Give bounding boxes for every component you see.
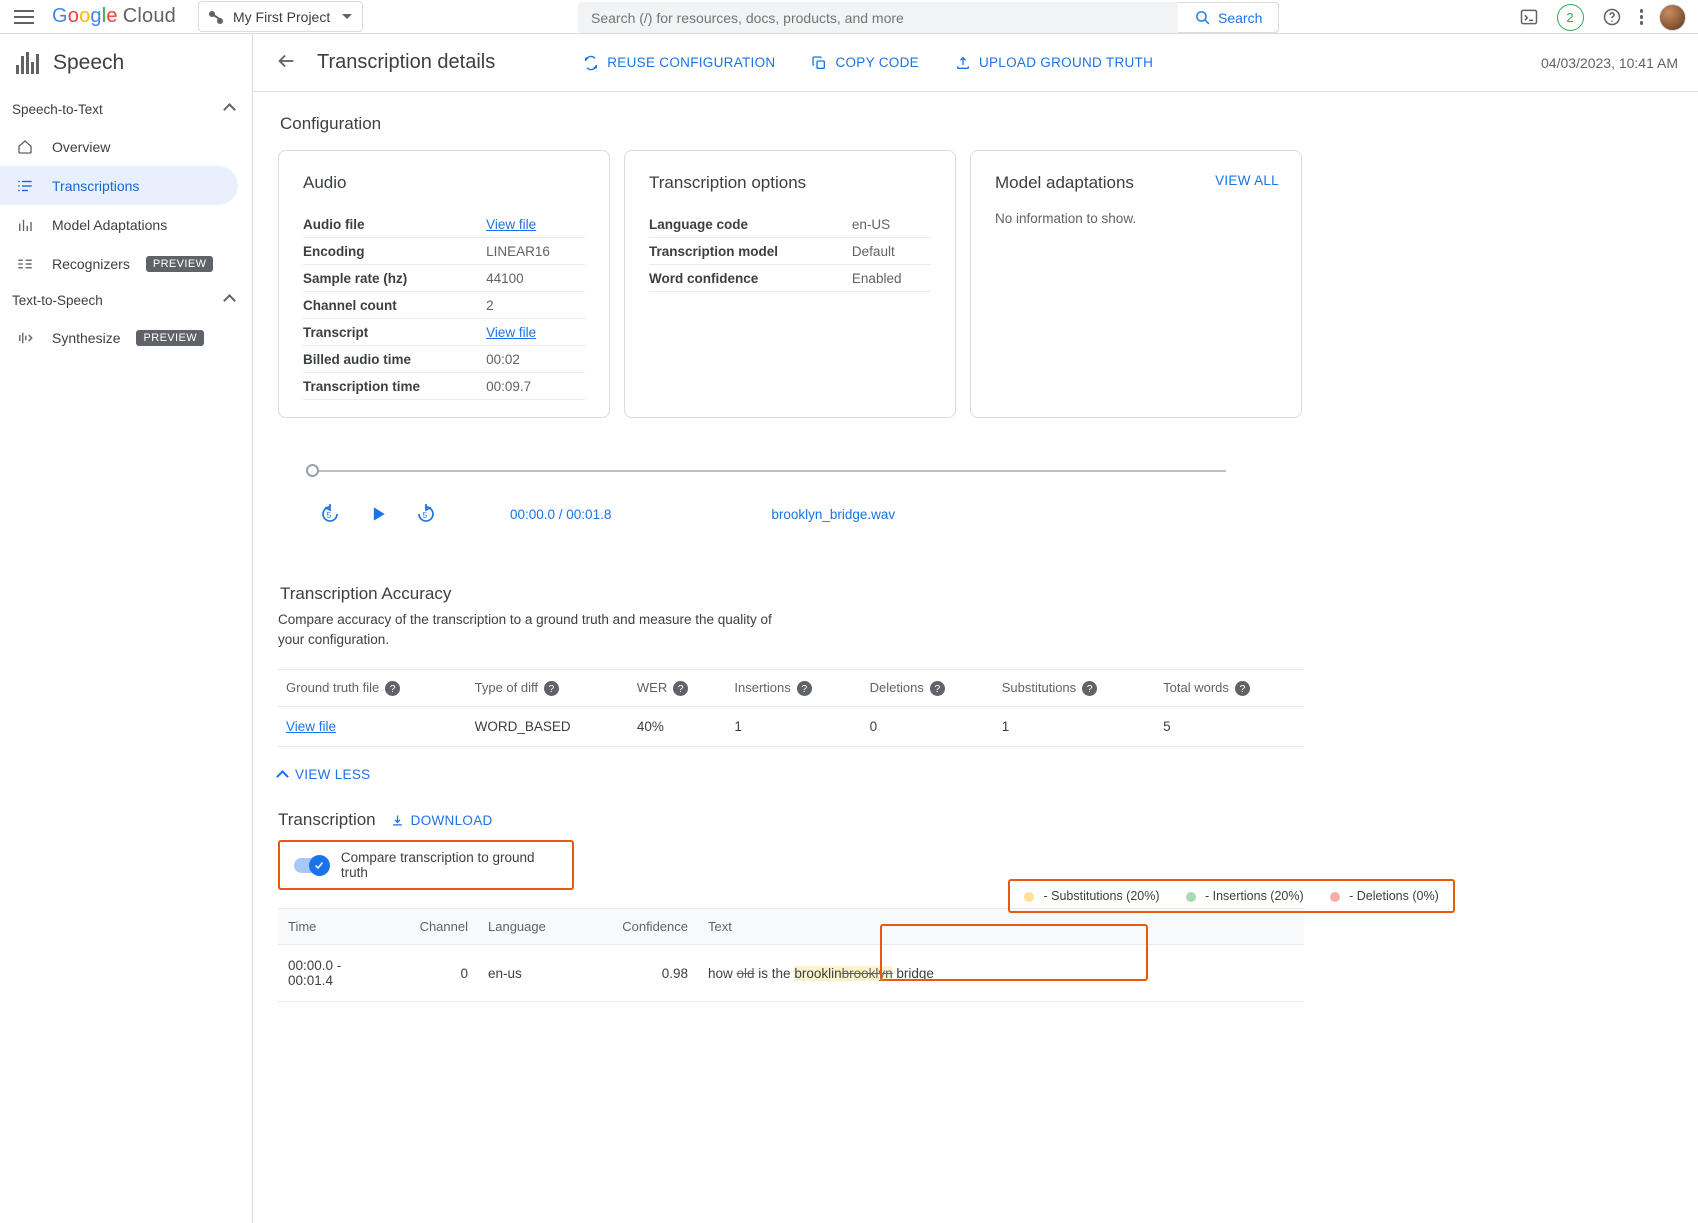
top-bar [0, 0, 1698, 34]
cell-type-of-diff: WORD_BASED [467, 707, 629, 747]
product-title-label: Speech [53, 51, 125, 74]
speech-wave-icon [16, 52, 39, 74]
configuration-cards [278, 150, 1668, 418]
transcription-options-table [649, 211, 931, 292]
table-row [303, 238, 585, 265]
player-time: 00:00.0 / 00:01.8 [510, 506, 612, 522]
transcription-options-card [624, 150, 956, 418]
player-filename[interactable]: brooklyn_bridge.wav [771, 506, 896, 522]
download-icon [390, 813, 405, 828]
table-header-row [278, 670, 1304, 707]
col-total-words: Total words ? [1155, 670, 1304, 707]
audio-card [278, 150, 610, 418]
cell-time: 00:00.0 - 00:01.4 [278, 945, 398, 1002]
sidebar-item-label: Model Adaptations [52, 216, 168, 233]
row-value: LINEAR16 [474, 238, 585, 265]
col-channel: Channel [398, 909, 478, 945]
progress-line [306, 470, 1226, 472]
audio-properties-table [303, 211, 585, 400]
sidebar-item-label: Synthesize [52, 329, 121, 346]
configuration-section-title: Configuration [280, 114, 382, 133]
col-substitutions: Substitutions ? [994, 670, 1155, 707]
legend-color-deletions [1330, 892, 1340, 902]
replay-5-icon[interactable] [306, 494, 354, 534]
svg-text:5: 5 [422, 510, 428, 520]
text-part-substitution: brooklyn [841, 965, 893, 981]
reuse-icon [583, 55, 599, 71]
row-value: 2 [474, 292, 585, 319]
svg-text:5: 5 [326, 510, 332, 520]
table-row [303, 373, 585, 400]
row-value [474, 319, 585, 346]
cell-total-words: 5 [1155, 707, 1304, 747]
sidebar [0, 34, 253, 1223]
row-key: Sample rate (hz) [303, 265, 474, 292]
cell-wer: 40% [629, 707, 727, 747]
cell-channel: 0 [398, 945, 478, 1002]
col-confidence: Confidence [588, 909, 698, 945]
download-button[interactable] [390, 813, 493, 828]
table-row [303, 211, 585, 238]
cell-ground-truth-file [278, 707, 467, 747]
more-options-icon[interactable] [1640, 9, 1644, 25]
cloud-shell-icon[interactable] [1517, 5, 1541, 29]
content-area [253, 92, 1698, 1002]
text-part-plain: bridge [892, 965, 934, 981]
avatar[interactable] [1659, 4, 1686, 31]
sidebar-section-label: Speech-to-Text [12, 102, 103, 117]
help-icon[interactable]: ? [797, 681, 812, 696]
toggle-knob [309, 855, 330, 876]
synthesize-icon [14, 327, 36, 349]
row-value: 00:02 [474, 346, 585, 373]
transcript-view-link[interactable]: View file [486, 324, 537, 340]
copy-icon [811, 55, 827, 71]
table-row [303, 319, 585, 346]
search-button[interactable] [1178, 2, 1279, 33]
preview-badge: PREVIEW [146, 256, 214, 272]
transcription-accuracy-section [278, 584, 1668, 782]
accuracy-table [278, 669, 1304, 747]
help-icon[interactable]: ? [930, 681, 945, 696]
notification-count: 2 [1566, 9, 1574, 25]
download-label: DOWNLOAD [410, 812, 493, 828]
legend-substitutions: - Substitutions (20%) [1024, 889, 1160, 903]
help-icon[interactable]: ? [544, 681, 559, 696]
play-button[interactable] [354, 494, 402, 534]
table-row [278, 945, 1304, 1002]
row-value: 44100 [474, 265, 585, 292]
chevron-up-icon [276, 770, 289, 783]
model-adaptations-empty-text: No information to show. [995, 211, 1137, 226]
reuse-configuration-button[interactable] [575, 55, 783, 71]
audio-card-title: Audio [303, 173, 347, 192]
chevron-up-icon [223, 294, 236, 307]
notification-badge[interactable] [1557, 4, 1584, 31]
table-row [303, 265, 585, 292]
row-value: Default [840, 238, 931, 265]
search-input[interactable] [578, 2, 1178, 33]
row-value: en-US [840, 211, 931, 238]
row-key: Audio file [303, 211, 474, 238]
sidebar-item-model-adaptations[interactable] [0, 205, 252, 244]
help-icon[interactable]: ? [385, 681, 400, 696]
sidebar-item-transcriptions[interactable] [0, 166, 238, 205]
table-row [303, 346, 585, 373]
progress-knob[interactable] [306, 464, 319, 477]
project-picker[interactable] [198, 1, 363, 32]
text-part-plain: is the [754, 965, 795, 981]
transcription-header [278, 810, 1668, 830]
table-header-row [278, 909, 1304, 945]
copy-code-label: COPY CODE [835, 55, 919, 70]
recognizer-icon [14, 253, 36, 275]
sidebar-item-label: Transcriptions [52, 177, 140, 194]
audio-player [278, 464, 1668, 534]
player-controls [306, 494, 1668, 534]
upload-ground-truth-label: UPLOAD GROUND TRUTH [978, 55, 1154, 70]
col-time: Time [278, 909, 398, 945]
timestamp: 04/03/2023, 10:41 AM [1541, 54, 1678, 71]
project-icon [209, 9, 225, 25]
upload-ground-truth-button[interactable] [947, 55, 1161, 71]
view-less-button[interactable] [278, 767, 1668, 782]
table-row [278, 707, 1304, 747]
transcription-section [278, 810, 1668, 1002]
model-adaptations-title: Model adaptations [995, 173, 1134, 192]
search-icon [1194, 9, 1211, 26]
legend-deletions: - Deletions (0%) [1330, 889, 1439, 903]
model-adaptations-card [970, 150, 1302, 418]
row-value: 00:09.7 [474, 373, 585, 400]
compare-toggle-label: Compare transcription to ground truth [340, 850, 535, 881]
ground-truth-view-link[interactable]: View file [286, 719, 337, 735]
accuracy-description: Compare accuracy of the transcription to a ground truth and measure the quality of your configuration. [278, 612, 772, 647]
row-key: Encoding [303, 238, 474, 265]
cell-confidence: 0.98 [588, 945, 698, 1002]
menu-icon[interactable] [14, 4, 40, 30]
search-button-label: Search [1218, 9, 1263, 26]
text-part-plain: how [708, 965, 737, 981]
transcription-title: Transcription [278, 810, 376, 830]
player-progress-track[interactable] [306, 464, 1226, 478]
row-key: Language code [649, 211, 840, 238]
chevron-down-icon [342, 14, 352, 19]
sidebar-item-recognizers[interactable] [0, 244, 252, 283]
preview-badge: PREVIEW [136, 330, 204, 346]
transcript-icon [14, 175, 36, 197]
legend-color-insertions [1186, 892, 1196, 902]
top-right-actions [1517, 0, 1687, 34]
google-cloud-logo[interactable]: Google Cloud [52, 5, 176, 27]
copy-code-button[interactable] [803, 55, 926, 71]
col-text: Text [698, 909, 1304, 945]
col-type-of-diff: Type of diff ? [467, 670, 629, 707]
legend-color-substitutions [1024, 892, 1034, 902]
table-row [649, 238, 931, 265]
row-key: Word confidence [649, 265, 840, 292]
back-arrow-icon[interactable] [275, 50, 297, 76]
product-title [0, 34, 252, 92]
project-name: My First Project [233, 8, 331, 25]
table-row [649, 265, 931, 292]
text-part-deletion: old [736, 965, 755, 981]
transcription-options-title: Transcription options [649, 173, 807, 192]
forward-5-icon[interactable] [402, 494, 450, 534]
help-icon[interactable] [1600, 5, 1624, 29]
help-icon[interactable]: ? [1235, 681, 1250, 696]
legend-insertions: - Insertions (20%) [1186, 889, 1304, 903]
page-title: Transcription details [317, 51, 496, 73]
logo-cloud-text: Cloud [122, 5, 176, 27]
col-wer: WER ? [629, 670, 727, 707]
cell-insertions: 1 [726, 707, 861, 747]
cell-text [698, 945, 1304, 1002]
row-key: Transcription model [649, 238, 840, 265]
upload-icon [955, 55, 971, 71]
row-key: Billed audio time [303, 346, 474, 373]
text-part-insertion: brooklin [794, 965, 842, 981]
accuracy-title: Transcription Accuracy [280, 584, 452, 603]
row-key: Transcription time [303, 373, 474, 400]
sidebar-item-label: Recognizers [52, 255, 130, 272]
transcription-table [278, 908, 1304, 1002]
view-all-button[interactable]: VIEW ALL [1215, 173, 1279, 188]
diff-legend [1008, 879, 1455, 913]
help-icon[interactable]: ? [673, 681, 688, 696]
table-row [303, 292, 585, 319]
row-value [474, 211, 585, 238]
row-key: Channel count [303, 292, 474, 319]
model-icon [14, 214, 36, 236]
compare-toggle[interactable] [294, 858, 327, 873]
main-content [253, 34, 1698, 1223]
view-less-label: VIEW LESS [295, 767, 371, 783]
sidebar-section-speech-to-text[interactable] [0, 92, 252, 127]
cell-deletions: 0 [862, 707, 994, 747]
row-key: Transcript [303, 319, 474, 346]
home-icon [14, 136, 36, 158]
cell-substitutions: 1 [994, 707, 1155, 747]
chevron-up-icon [223, 103, 236, 116]
compare-toggle-row[interactable] [278, 840, 574, 890]
sidebar-item-label: Overview [52, 138, 111, 155]
col-language: Language [478, 909, 588, 945]
reuse-configuration-label: REUSE CONFIGURATION [607, 55, 776, 70]
col-ground-truth-file: Ground truth file ? [278, 670, 467, 707]
page-header [253, 34, 1698, 92]
cell-language: en-us [478, 945, 588, 1002]
col-deletions: Deletions ? [862, 670, 994, 707]
sidebar-item-synthesize[interactable] [0, 318, 252, 357]
search-area [578, 2, 1279, 33]
sidebar-section-text-to-speech[interactable] [0, 283, 252, 318]
col-insertions: Insertions ? [726, 670, 861, 707]
help-icon[interactable]: ? [1082, 681, 1097, 696]
sidebar-section-label: Text-to-Speech [12, 293, 103, 308]
table-row [649, 211, 931, 238]
row-value: Enabled [840, 265, 931, 292]
audio-file-view-link[interactable]: View file [486, 216, 537, 232]
sidebar-item-overview[interactable] [0, 127, 252, 166]
